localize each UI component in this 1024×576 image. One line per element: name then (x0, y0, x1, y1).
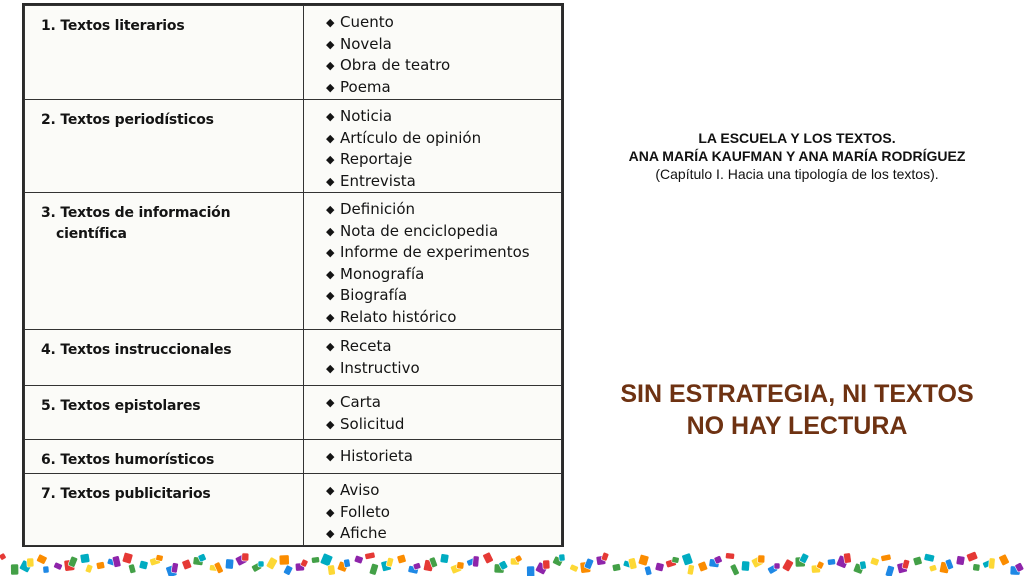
border-letter-shape (774, 563, 780, 569)
border-letter-shape (214, 562, 224, 575)
diamond-bullet-icon: ◆ (326, 267, 335, 281)
border-letter-shape (671, 556, 679, 563)
border-letter-shape (36, 554, 48, 565)
diamond-bullet-icon: ◆ (326, 153, 335, 166)
border-letter-shape (730, 564, 740, 576)
list-item-text: Historieta (340, 447, 413, 465)
border-letter-shape (569, 564, 579, 573)
border-letter-shape (242, 553, 249, 561)
border-letter-shape (988, 558, 995, 569)
border-letter-shape (859, 561, 866, 570)
diamond-bullet-icon: ◆ (326, 246, 335, 259)
category-label: 4. Textos instruccionales (41, 342, 232, 358)
border-letter-shape (171, 562, 179, 573)
table-row (25, 100, 562, 193)
border-letter-shape (472, 556, 479, 567)
border-letter-shape (413, 562, 422, 570)
diamond-bullet-icon: ◆ (326, 131, 335, 145)
list-item (326, 358, 561, 380)
diamond-bullet-icon: ◆ (326, 340, 335, 353)
border-letter-shape (80, 553, 90, 563)
examples-cell (304, 474, 562, 546)
examples-cell (304, 193, 562, 330)
list-item (326, 285, 561, 307)
diamond-bullet-icon: ◆ (326, 110, 335, 123)
diamond-bullet-icon: ◆ (326, 310, 335, 324)
border-letter-shape (482, 552, 494, 564)
list-item-text: Nota de enciclopedia (340, 221, 499, 240)
diamond-bullet-icon: ◆ (326, 59, 335, 72)
border-letter-shape (644, 566, 652, 576)
table-row (25, 386, 562, 440)
border-letter-shape (741, 561, 750, 572)
category-label: 6. Textos humorísticos (41, 452, 215, 468)
citation-chapter: (Capítulo I. Hacia una tipología de los textos). (655, 166, 939, 182)
category-cell (25, 6, 304, 100)
list-item (326, 392, 561, 414)
list-item-text: Informe de experimentos (340, 243, 530, 261)
list-item-text: Carta (340, 393, 381, 411)
table-row (25, 193, 562, 330)
list-item (326, 199, 561, 221)
list-item (326, 414, 561, 436)
list-item (326, 106, 561, 128)
slogan (574, 378, 1020, 442)
diamond-bullet-icon: ◆ (326, 80, 335, 94)
diamond-bullet-icon: ◆ (326, 527, 335, 540)
list-item (326, 446, 561, 468)
border-letter-shape (0, 553, 7, 561)
list-item-text: Entrevista (340, 171, 416, 190)
border-letter-shape (386, 557, 394, 567)
border-letter-shape (527, 566, 535, 576)
diamond-bullet-icon: ◆ (326, 450, 335, 463)
border-letter-shape (843, 553, 851, 564)
alphabet-letters-border-icon (0, 551, 1024, 576)
list-item-text: Biografía (340, 286, 408, 304)
border-letter-shape (181, 559, 192, 570)
diamond-bullet-icon: ◆ (326, 16, 335, 29)
border-letter-shape (612, 563, 621, 571)
border-letter-shape (638, 554, 649, 566)
slogan-line-2: NO HAY LECTURA (686, 412, 908, 440)
list-item (326, 502, 561, 524)
border-letter-shape (43, 566, 50, 573)
category-label: científica (56, 226, 127, 242)
category-cell (25, 100, 304, 193)
border-letter-shape (924, 553, 935, 562)
list-item (326, 307, 561, 329)
category-label: 2. Textos periodísticos (41, 112, 214, 128)
list-item (326, 55, 561, 77)
list-item (326, 34, 561, 56)
border-letter-shape (27, 558, 34, 567)
border-letter-shape (128, 564, 136, 574)
border-letter-shape (85, 564, 93, 574)
list-item (326, 221, 561, 243)
category-cell (25, 330, 304, 386)
border-letter-shape (827, 559, 836, 566)
list-item (326, 264, 561, 286)
border-letter-shape (655, 562, 665, 572)
list-item-text: Aviso (340, 481, 380, 499)
list-item (326, 480, 561, 502)
diamond-bullet-icon: ◆ (326, 417, 335, 431)
diamond-bullet-icon: ◆ (326, 505, 335, 519)
border-letter-shape (929, 564, 938, 572)
border-letter-shape (559, 554, 566, 561)
border-letter-shape (354, 555, 364, 564)
border-letter-shape (266, 557, 278, 570)
border-letter-shape (311, 557, 320, 564)
diamond-bullet-icon: ◆ (326, 224, 335, 238)
table-body (25, 6, 562, 546)
border-letter-shape (601, 552, 609, 562)
list-item-text: Cuento (340, 13, 394, 31)
list-item-text: Receta (340, 337, 392, 355)
category-label: 1. Textos literarios (41, 18, 185, 34)
list-item-text: Artículo de opinión (340, 128, 482, 147)
list-item (326, 242, 561, 264)
border-letter-shape (397, 554, 407, 564)
diamond-bullet-icon: ◆ (326, 203, 335, 216)
list-item-text: Reportaje (340, 150, 413, 168)
border-letter-shape (11, 564, 19, 575)
border-letter-shape (283, 565, 293, 576)
list-item (326, 128, 561, 150)
border-letter-shape (966, 551, 978, 562)
table-row (25, 330, 562, 386)
list-item-text: Noticia (340, 107, 393, 125)
list-item-text: Instructivo (340, 358, 420, 377)
table-row (25, 440, 562, 474)
border-letter-shape (782, 559, 794, 572)
examples-cell (304, 330, 562, 386)
border-letter-shape (972, 564, 980, 572)
border-letter-shape (584, 558, 594, 570)
list-item-text: Relato histórico (340, 307, 457, 326)
border-letter-shape (279, 555, 289, 565)
list-item-text: Monografía (340, 264, 425, 283)
category-label: 5. Textos epistolares (41, 398, 201, 414)
diamond-bullet-icon: ◆ (326, 396, 335, 409)
border-letter-shape (687, 564, 695, 575)
list-item (326, 77, 561, 99)
diamond-bullet-icon: ◆ (326, 484, 335, 497)
list-item-text: Afiche (340, 524, 387, 542)
border-letter-shape (902, 559, 910, 569)
border-letter-shape (53, 562, 63, 571)
border-letter-shape (697, 561, 708, 572)
list-item (326, 336, 561, 358)
diamond-bullet-icon: ◆ (326, 174, 335, 188)
border-letter-shape (343, 559, 350, 568)
list-item (326, 12, 561, 34)
list-item (326, 171, 561, 193)
slogan-line-1: SIN ESTRATEGIA, NI TEXTOS (620, 380, 974, 408)
border-letter-shape (68, 556, 78, 568)
border-letter-shape (258, 561, 264, 567)
citation-title: LA ESCUELA Y LOS TEXTOS. (698, 130, 896, 146)
list-item-text: Poema (340, 77, 391, 96)
category-cell (25, 440, 304, 474)
border-letter-shape (96, 561, 105, 569)
border-letter-shape (885, 565, 895, 576)
citation-authors: ANA MARÍA KAUFMAN Y ANA MARÍA RODRÍGUEZ (628, 148, 966, 164)
border-letter-shape (440, 553, 449, 563)
border-letter-shape (225, 559, 234, 570)
category-cell (25, 386, 304, 440)
examples-cell (304, 386, 562, 440)
table-row (25, 6, 562, 100)
border-letter-shape (725, 553, 735, 560)
table-row (25, 474, 562, 546)
border-letter-shape (320, 553, 334, 567)
border-letter-shape (956, 555, 965, 565)
border-letter-shape (681, 553, 693, 566)
border-letter-shape (139, 560, 149, 570)
diamond-bullet-icon: ◆ (326, 361, 335, 375)
border-letter-shape (122, 552, 133, 564)
border-letter-shape (870, 557, 880, 566)
border-letter-shape (880, 554, 891, 562)
list-item-text: Novela (340, 34, 392, 53)
border-letter-shape (998, 554, 1010, 566)
border-letter-shape (369, 563, 379, 576)
category-label: 7. Textos publicitarios (41, 486, 211, 502)
border-letter-shape (758, 555, 765, 563)
text-types-table-frame (22, 3, 564, 547)
diamond-bullet-icon: ◆ (326, 37, 335, 51)
border-letter-shape (327, 565, 335, 576)
border-letter-shape (456, 562, 464, 570)
list-item (326, 523, 561, 545)
examples-cell (304, 440, 562, 474)
examples-cell (304, 100, 562, 193)
book-citation (574, 129, 1020, 183)
category-cell (25, 474, 304, 546)
border-letter-shape (913, 556, 923, 566)
border-letter-shape (364, 552, 375, 560)
border-letter-shape (155, 554, 163, 561)
list-item-text: Solicitud (340, 414, 405, 433)
diamond-bullet-icon: ◆ (326, 289, 335, 302)
category-label: 3. Textos de información (41, 205, 231, 221)
text-types-table (24, 5, 562, 546)
category-cell (25, 193, 304, 330)
examples-cell (304, 6, 562, 100)
list-item-text: Obra de teatro (340, 56, 451, 74)
list-item-text: Definición (340, 200, 415, 218)
list-item-text: Folleto (340, 502, 390, 521)
list-item (326, 149, 561, 171)
border-letter-shape (543, 560, 550, 569)
